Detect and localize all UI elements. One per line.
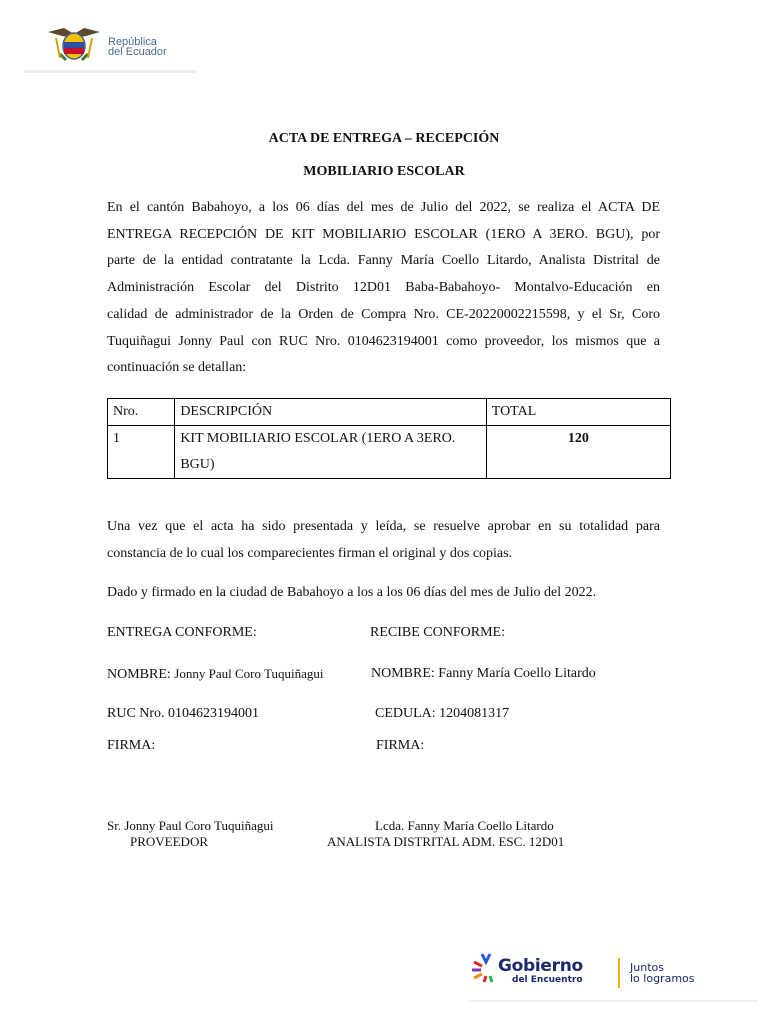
header-total: TOTAL xyxy=(486,399,670,426)
intro-line: calidad de administrador de la Orden de Compra Nro. CE-20220002215598, y el Sr, Coro xyxy=(107,306,660,322)
intro-line: Administración Escolar del Distrito 12D01 Baba-Babahoyo- Montalvo-Educación en xyxy=(107,280,660,296)
entrega-nombre xyxy=(107,666,323,683)
intro-line: Tuquiñagui Jonny Paul con RUC Nro. 0104623194001 como proveedor, los mismos que a xyxy=(107,333,660,349)
brand-sub: del Encuentro xyxy=(512,975,583,985)
logo-text xyxy=(108,37,167,57)
cell-descripcion xyxy=(175,426,486,479)
gobierno-encuentro-logo xyxy=(468,944,758,1002)
republica-ecuador-logo xyxy=(24,18,196,73)
cell-total: 120 xyxy=(486,426,670,479)
recibe-sign-role: ANALISTA DISTRITAL ADM. ESC. 12D01 xyxy=(327,834,565,849)
cell-nro: 1 xyxy=(108,426,175,479)
intro-line: En el cantón Babahoyo, a los 06 días del mes de Julio del 2022, se realiza el ACTA DE xyxy=(107,200,660,215)
approval-paragraph xyxy=(107,514,660,567)
recibe-cedula: CEDULA: 1204081317 xyxy=(375,706,510,721)
intro-line: continuación se detallan: xyxy=(107,360,247,376)
descripcion-line: KIT MOBILIARIO ESCOLAR (1ERO A 3ERO. xyxy=(180,431,456,446)
logo-line-2: del Ecuador xyxy=(108,46,167,58)
entrega-sign-name: Sr. Jonny Paul Coro Tuquiñagui xyxy=(107,818,274,833)
recibe-firma: FIRMA: xyxy=(376,738,425,753)
header-descripcion: DESCRIPCIÓN xyxy=(175,399,486,426)
intro-line: parte de la entidad contratante la Lcda. Fanny María Coello Litardo, Analista Distrital de xyxy=(107,253,660,269)
logo-line-1: República xyxy=(108,36,157,48)
slogan-line-1: Juntos xyxy=(630,961,664,974)
recibe-nombre: NOMBRE: Fanny María Coello Litardo xyxy=(371,666,596,681)
header-nro: Nro. xyxy=(108,399,175,426)
table-row xyxy=(108,426,671,479)
entrega-ruc: RUC Nro. 0104623194001 xyxy=(107,706,260,721)
recibe-sign-name: Lcda. Fanny María Coello Litardo xyxy=(375,818,554,833)
logo-divider xyxy=(618,958,620,988)
entrega-firma: FIRMA: xyxy=(107,738,156,753)
intro-line: ENTREGA RECEPCIÓN DE KIT MOBILIARIO ESCOLAR (1ERO A 3ERO. BGU), por xyxy=(107,226,660,242)
brand-main: Gobierno xyxy=(498,956,583,976)
document-subtitle: MOBILIARIO ESCOLAR xyxy=(303,164,465,179)
entrega-heading: ENTREGA CONFORME: xyxy=(107,625,257,640)
slogan xyxy=(630,962,695,984)
document-title: ACTA DE ENTREGA – RECEPCIÓN xyxy=(268,131,500,146)
entrega-nombre-label: NOMBRE: xyxy=(107,667,171,682)
approval-line: constancia de lo cual los comparecientes firman el original y dos copias. xyxy=(107,545,513,561)
items-table xyxy=(107,398,671,479)
recibe-heading: RECIBE CONFORME: xyxy=(370,625,505,640)
table-header-row xyxy=(108,399,671,426)
slogan-line-2: lo logramos xyxy=(630,972,695,985)
intro-paragraph xyxy=(107,195,660,382)
entrega-nombre-value: Jonny Paul Coro Tuquiñagui xyxy=(174,666,324,681)
entrega-sign-role: PROVEEDOR xyxy=(130,834,209,849)
approval-line: Una vez que el acta ha sido presentada y leída, se resuelve aprobar en su totalidad para xyxy=(107,519,660,534)
closing-statement: Dado y firmado en la ciudad de Babahoyo a los a los 06 días del mes de Julio del 2022. xyxy=(107,585,597,600)
descripcion-line: BGU) xyxy=(180,457,215,472)
ecuador-coat-of-arms-icon xyxy=(46,24,102,64)
